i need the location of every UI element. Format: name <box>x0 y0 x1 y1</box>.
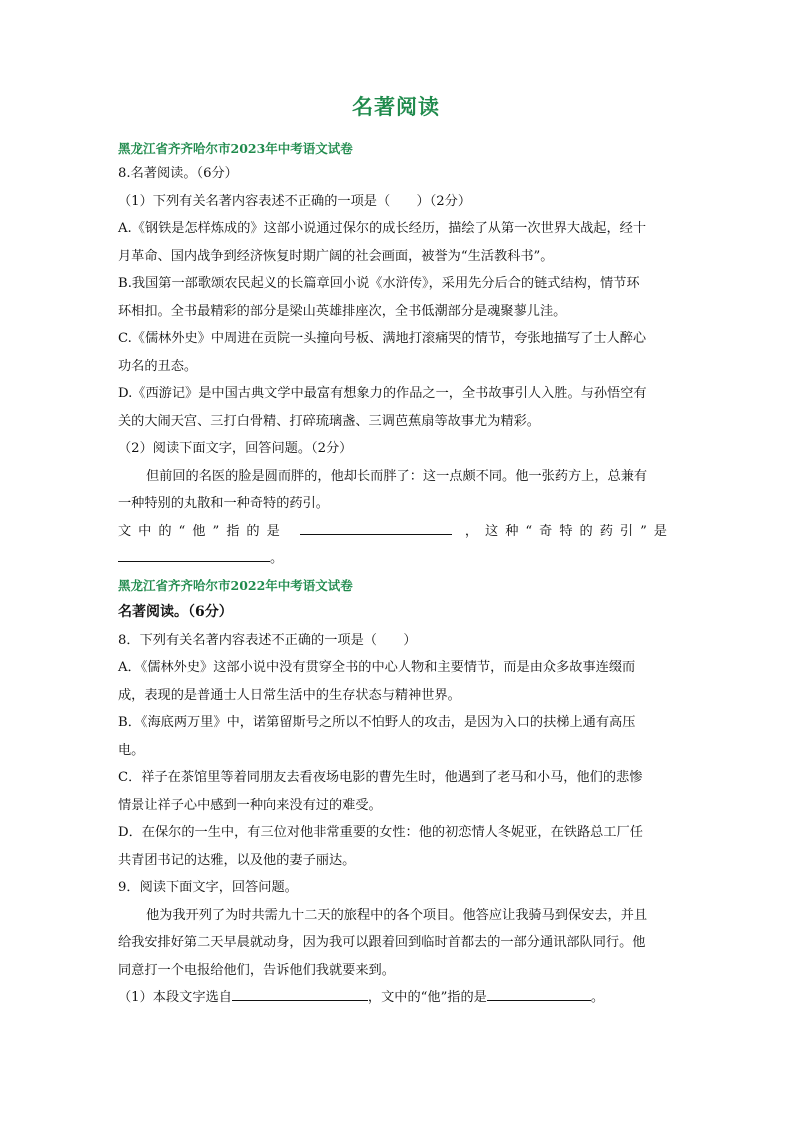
option-c-line-2: 功名的丑态。 <box>118 358 198 374</box>
s2-passage-line-3: 同意打一个电报给他们，告诉他们我就要来到。 <box>118 962 395 978</box>
option-a-line-2: 月革命、国内战争到经济恢复时期广阔的社会画面，被誉为“生活教科书”。 <box>118 248 554 264</box>
s2-answer-blank-2[interactable] <box>487 984 591 1001</box>
fill-in-line <box>118 518 674 546</box>
sub-question-2-stem: （2）阅读下面文字，回答问题。（2分） <box>118 441 353 456</box>
exam-source-2022: 黑龙江省齐齐哈尔市2022年中考语文试卷 <box>118 577 353 593</box>
option-c-line-1: C.《儒林外史》中周进在贡院一头撞向号板、满地打滚痛哭的情节，夸张地描写了士人醉心 <box>118 331 647 346</box>
passage-line-1: 但前回的名医的脸是圆而胖的，他却长而胖了：这一点颇不同。他一张药方上，总兼有 <box>146 468 648 484</box>
s2-option-d-line-1: D．在保尔的一生中，有三位对他非常重要的女性：他的初恋情人冬妮亚，在铁路总工厂任 <box>118 825 643 840</box>
s2-option-a-line-1: A．《儒林外史》这部小说中没有贯穿全书的中心人物和主要情节，而是由众多故事连缀而 <box>118 660 636 675</box>
s2-passage-line-1: 他为我开列了为时共需九十二天的旅程中的各个项目。他答应让我骑马到保安去，并且 <box>146 907 648 923</box>
s2-fill-end: 。 <box>590 990 605 1005</box>
answer-blank-2[interactable] <box>118 545 270 562</box>
passage-line-2: 一种特别的丸散和一种奇特的药引。 <box>118 496 329 511</box>
option-b-line-1: B.我国第一部歌颂农民起义的长篇章回小说《水浒传》，采用先分后合的链式结构，情节环 <box>118 276 640 291</box>
s2-option-b-line-2: 电。 <box>118 742 145 758</box>
document-page <box>118 92 674 1012</box>
option-b-line-2: 环相扣。全书最精彩的部分是梁山英雄排座次，全书低潮部分是魂聚蓼儿洼。 <box>118 303 567 319</box>
question-8-header: 8.名著阅读。（6分） <box>118 166 238 181</box>
option-d-line-2: 关的大闹天宫、三打白骨精、打碎琉璃盏、三调芭蕉扇等故事尤为精彩。 <box>118 413 540 429</box>
option-a-line-1: A.《钢铁是怎样炼成的》这部小说通过保尔的成长经历，描绘了从第一次世界大战起，经十 <box>118 221 647 236</box>
option-d-line-1: D.《西游记》是中国古典文学中最富有想象力的作品之一，全书故事引人入胜。与孙悟空有 <box>118 386 647 401</box>
s2-fill-in-line <box>118 984 674 1012</box>
fill-end: 。 <box>270 551 284 566</box>
s2-option-a-line-2: 成，表现的是普通士人日常生活中的生存状态与精神世界。 <box>118 687 461 703</box>
fill-prompt-a: 文中的“他”指的是 <box>118 523 287 539</box>
s2-option-b-line-1: B．《海底两万里》中，诺第留斯号之所以不怕野人的攻击，是因为入口的扶梯上通有高压 <box>118 715 636 730</box>
page-title: 名著阅读 <box>352 94 440 119</box>
exam-source-2023: 黑龙江省齐齐哈尔市2023年中考语文试卷 <box>118 141 353 156</box>
s2-fill-prompt-b: ，文中的“他”指的是 <box>367 990 487 1005</box>
s2-passage-line-2: 给我安排好第二天早晨就动身，因为我可以跟着回到临时首都去的一部分通讯部队同行。他 <box>118 935 646 950</box>
fill-in-line-2 <box>118 545 674 573</box>
s2-option-c-line-1: C．祥子在茶馆里等着同朋友去看夜场电影的曹先生时，他遇到了老马和小马，他们的悲惨 <box>118 770 643 785</box>
question-8-stem: 8．下列有关名著内容表述不正确的一项是（ ） <box>118 632 417 648</box>
s2-option-c-line-2: 情景让祥子心中感到一种向来没有过的难受。 <box>118 797 382 813</box>
section-heading: 名著阅读。（6分） <box>118 603 233 620</box>
s2-answer-blank-1[interactable] <box>232 984 368 1001</box>
fill-prompt-b: ，这种“奇特的药引”是 <box>464 523 674 539</box>
answer-blank-1[interactable] <box>300 518 452 535</box>
sub-question-1-stem: （1）下列有关名著内容表述不正确的一项是（ ）（2分） <box>118 193 472 209</box>
question-9-stem: 9．阅读下面文字，回答问题。 <box>118 880 298 895</box>
s2-fill-prompt-a: （1）本段文字选自 <box>118 990 232 1005</box>
s2-option-d-line-2: 共青团书记的达雅，以及他的妻子丽达。 <box>118 852 356 868</box>
